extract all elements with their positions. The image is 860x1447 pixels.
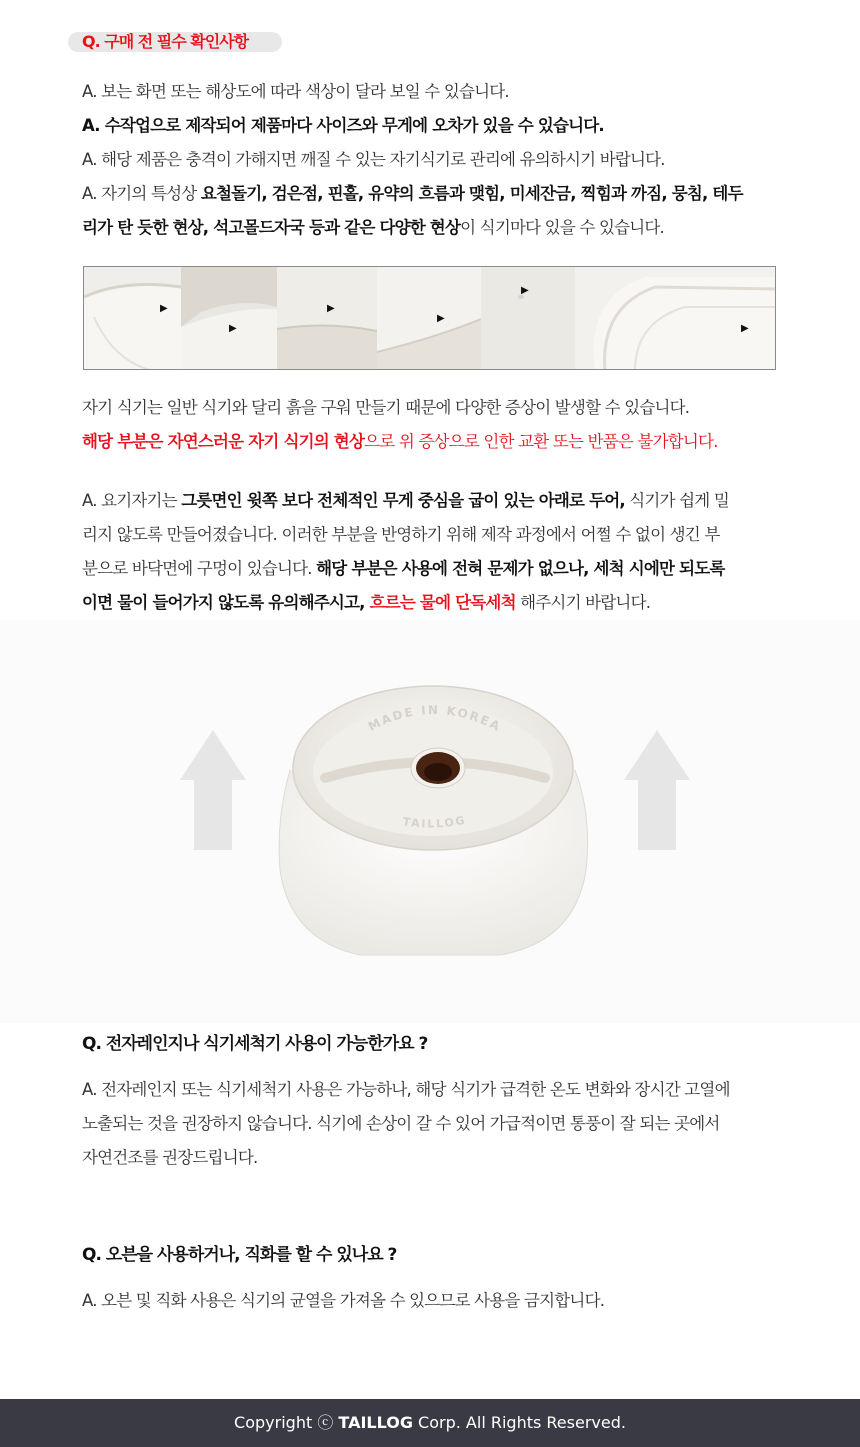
ceramic-notice-line: 자기 식기는 일반 식기와 달리 흙을 구워 만들기 때문에 다양한 증상이 발생할 수 있습니다.	[82, 398, 690, 417]
text-segment: 이 식기마다 있을 수 있습니다.	[460, 218, 664, 237]
stamp-taillog: TAILLOG	[401, 813, 468, 831]
right-up-arrow-icon	[624, 730, 690, 850]
brand-name: TAILLOG	[338, 1413, 413, 1432]
plate-rim-image	[575, 267, 775, 369]
text-segment-bold: 그릇면인 윗쪽 보다 전체적인 무게 중심을 굽이 있는 아래로 두어,	[181, 491, 625, 510]
bowl-bottom-photo	[0, 620, 860, 1023]
base-line-4	[82, 586, 782, 620]
closeup-photo-2	[181, 267, 277, 369]
bowl-edge-image	[181, 267, 277, 369]
closeup-photo-6	[575, 267, 775, 369]
bowl-rim-image	[84, 267, 181, 369]
marker-icon: ▶	[327, 303, 335, 314]
closeup-photo-1	[84, 267, 181, 369]
marker-icon: ▶	[437, 313, 445, 324]
q3-answer	[82, 1284, 782, 1318]
q2-answer-line-3: 자연건조를 권장드립니다.	[82, 1148, 258, 1167]
bowl-bottom-illustration	[0, 620, 860, 1023]
closeup-photo-4	[377, 267, 481, 369]
text-segment-bold: 요철돌기, 검은점, 핀홀, 유약의 흐름과 맺힘, 미세잔금, 찍힘과 까짐, 뭉침, 테두	[200, 184, 743, 203]
marker-icon: ▶	[160, 303, 168, 314]
base-line-2: 리지 않도록 만들어졌습니다. 이러한 부분을 반영하기 위해 제작 과정에서 어쩔 수 없이 생긴 부	[82, 525, 720, 544]
q3-answer-line-1: A. 오븐 및 직화 사용은 식기의 균열을 가져올 수 있으므로 사용을 금지합니다.	[82, 1291, 605, 1310]
stamp-made-in-korea: MADE IN KOREA	[365, 702, 504, 735]
q2-title: Q. 전자레인지나 식기세척기 사용이 가능한가요 ?	[82, 1034, 428, 1054]
text-segment: 식기가 쉽게 밀	[624, 491, 729, 510]
q1-title: Q. 구매 전 필수 확인사항	[68, 32, 282, 52]
copyright-prefix: Copyright ⓒ	[234, 1413, 339, 1432]
bowl-surface-image	[277, 267, 377, 369]
base-line-1	[82, 484, 782, 518]
marker-icon: ▶	[229, 323, 237, 334]
text-segment-bold: 해당 부분은 사용에 전혀 문제가 없으나, 세척 시에만 되도록	[316, 559, 725, 578]
q3-title: Q. 오븐을 사용하거나, 직화를 할 수 있나요 ?	[82, 1245, 397, 1265]
text-segment: 해주시기 바랍니다.	[515, 593, 651, 612]
q1-answer-fragile: A. 해당 제품은 충격이 가해지면 깨질 수 있는 자기식기로 관리에 유의하시기 바랍니다.	[82, 150, 665, 169]
q2-answer	[82, 1073, 782, 1175]
q1-answer-color: A. 보는 화면 또는 해상도에 따라 색상이 달라 보일 수 있습니다.	[82, 82, 509, 101]
bowl-inner-image	[377, 267, 481, 369]
copyright-suffix: Corp. All Rights Reserved.	[412, 1413, 626, 1432]
text-segment-red: 흐르는 물에 단독세척	[369, 593, 516, 612]
footer	[0, 1399, 860, 1447]
base-hole-explanation	[82, 484, 782, 620]
q2-answer-line-1: A. 전자레인지 또는 식기세척기 사용은 가능하나, 해당 식기가 급격한 온도 변화와 장시간 고열에	[82, 1080, 730, 1099]
closeup-photo-3	[277, 267, 377, 369]
ceramic-notice-warning	[82, 425, 782, 459]
marker-icon: ▶	[521, 285, 529, 296]
text-segment: A. 자기의 특성상	[82, 184, 201, 203]
q1-answer-handmade: A. 수작업으로 제작되어 제품마다 사이즈와 무게에 오차가 있을 수 있습니다.	[82, 116, 604, 135]
text-segment-bold: 이면 물이 들어가지 않도록 유의해주시고,	[82, 593, 370, 612]
defect-closeup-strip	[83, 266, 776, 370]
base-line-3	[82, 552, 782, 586]
text-segment: A. 요기자기는	[82, 491, 182, 510]
glaze-surface-image	[481, 267, 575, 369]
closeup-photo-5	[481, 267, 575, 369]
text-segment: 으로 위 증상으로 인한 교환 또는 반품은 불가합니다.	[364, 432, 718, 451]
text-segment-bold: 리가 탄 듯한 현상, 석고몰드자국 등과 같은 다양한 현상	[82, 218, 461, 237]
q2-answer-line-2: 노출되는 것을 권장하지 않습니다. 식기에 손상이 갈 수 있어 가급적이면 통풍이 잘 되는 곳에서	[82, 1114, 720, 1133]
q1-answers	[82, 75, 782, 245]
text-segment: 분으로 바닥면에 구멍이 있습니다.	[82, 559, 317, 578]
ceramic-notice	[82, 391, 782, 459]
q1-answer-characteristics	[82, 177, 782, 211]
q1-answer-characteristics-cont	[82, 211, 782, 245]
left-up-arrow-icon	[180, 730, 246, 850]
marker-icon: ▶	[741, 323, 749, 334]
text-segment-bold: 해당 부분은 자연스러운 자기 식기의 현상	[82, 432, 365, 451]
